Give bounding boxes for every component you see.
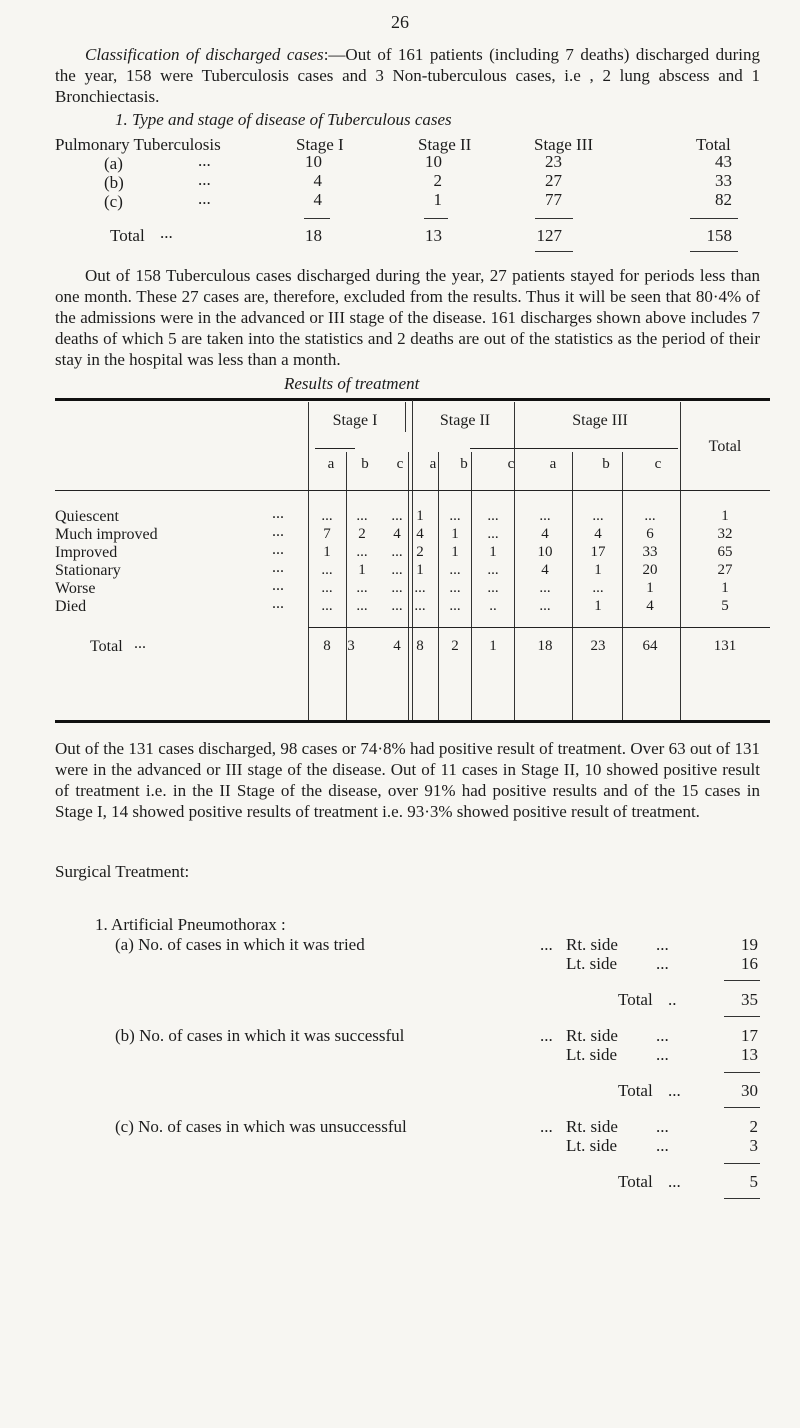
row-dots: ... — [272, 523, 284, 540]
cell: ... — [592, 580, 604, 596]
row-label: Improved — [55, 544, 118, 561]
sum-rule — [724, 1163, 760, 1164]
stage-total-value: 158 — [706, 226, 732, 245]
group-label: (c) No. of cases in which was unsuccessful — [115, 1117, 407, 1136]
column-rule — [308, 402, 309, 722]
total-cell: 3 — [347, 638, 355, 654]
total-dots: ... — [668, 1172, 681, 1191]
cell: ... — [539, 598, 551, 614]
sum-rule — [724, 1198, 760, 1199]
sum-rule — [690, 218, 738, 219]
page-number: 26 — [391, 12, 409, 32]
total-cell: 2 — [451, 638, 459, 654]
cell: ... — [414, 598, 426, 614]
cell: ... — [356, 508, 368, 524]
pneumothorax-heading: 1. Artificial Pneumothorax : — [95, 915, 286, 934]
sum-rule — [724, 980, 760, 981]
stage-header-2: Stage II — [418, 135, 472, 154]
cell: 6 — [646, 526, 654, 542]
cell: ... — [449, 562, 461, 578]
sub-header: b — [361, 456, 369, 472]
cell: 33 — [642, 544, 658, 560]
cell: ... — [644, 508, 656, 524]
rt-side-dots: ... — [656, 935, 669, 954]
stage-value: 10 — [425, 152, 442, 171]
column-rule — [514, 402, 515, 722]
stage-value: 10 — [305, 152, 322, 171]
cell: 32 — [717, 526, 733, 542]
header-rule — [470, 448, 678, 449]
sum-rule — [724, 1107, 760, 1108]
stage-value: 1 — [433, 190, 442, 209]
column-rule — [572, 452, 573, 722]
cell: ... — [487, 562, 499, 578]
cell: ... — [487, 526, 499, 542]
results-paragraph: Out of the 131 cases discharged, 98 cases or 74·8% had positive result of treatment. Over 63 out of 131 were in the advanced or III stage of the disease. Out of 11 cases in Stage II, 10 showed positive result of treatment i.e. in the II Stage of the disease, over 91% had positive results and of the 15 cases in Stage I, 14 showed positive results of treatment i.e. 93·3% showed positive result of treatment. — [55, 739, 760, 821]
cell: ... — [449, 508, 461, 524]
sum-rule — [304, 218, 330, 219]
cell: .. — [489, 598, 497, 614]
row-label: Much improved — [55, 526, 158, 543]
cell: ... — [391, 544, 403, 560]
column-rule — [622, 452, 623, 722]
total-cell: 18 — [537, 638, 553, 654]
cell: 5 — [721, 598, 729, 614]
rt-side-value: 19 — [741, 935, 758, 954]
results-header-stage-2: Stage II — [439, 412, 491, 429]
row-label: Quiescent — [55, 508, 119, 525]
stage-value: 43 — [715, 152, 732, 171]
cell: ... — [321, 580, 333, 596]
sub-header: b — [460, 456, 468, 472]
cell: 10 — [537, 544, 553, 560]
cell: 2 — [358, 526, 366, 542]
intro-text: :—Out of 161 patients (including 7 deaths) discharged during the year, 158 were Tuberculosis cases and 3 Non-tuberculous cases, i.e , 2 lung abscess and 1 Bronchiectasis. — [55, 45, 760, 106]
cell: ... — [356, 580, 368, 596]
cell: ... — [356, 544, 368, 560]
group-label: (b) No. of cases in which it was successful — [115, 1026, 405, 1045]
stage-row-label: (c) — [104, 192, 123, 211]
rt-side-label: Rt. side — [566, 1117, 618, 1136]
cell: 4 — [541, 562, 549, 578]
cell: ... — [449, 598, 461, 614]
group-dots: ... — [540, 935, 553, 954]
stage-header-1: Stage I — [296, 135, 344, 154]
cell: ... — [449, 580, 461, 596]
total-rule — [308, 627, 770, 628]
cell: 1 — [646, 580, 654, 596]
cell: ... — [539, 508, 551, 524]
cell: 4 — [594, 526, 602, 542]
cell: 1 — [594, 598, 602, 614]
intro-lead: Classification of discharged cases — [85, 45, 324, 64]
column-rule — [680, 402, 681, 722]
stage-value: 27 — [545, 171, 562, 190]
stage-row-dots: ... — [198, 170, 211, 189]
cell: ... — [391, 508, 403, 524]
sum-rule — [424, 218, 448, 219]
cell: 17 — [590, 544, 606, 560]
total-label: Total — [90, 638, 123, 655]
stage-total-value: 127 — [536, 226, 562, 245]
cell: ... — [539, 580, 551, 596]
column-rule — [405, 402, 406, 432]
total-label: Total — [618, 990, 653, 1009]
cell: 1 — [358, 562, 366, 578]
stage-value: 23 — [545, 152, 562, 171]
group-dots: ... — [540, 1117, 553, 1136]
intro-paragraph — [55, 44, 760, 107]
cell: 1 — [451, 544, 459, 560]
sub-header: a — [429, 456, 437, 472]
rt-side-value: 17 — [741, 1026, 758, 1045]
total-dots: .. — [668, 990, 677, 1009]
results-title: Results of treatment — [284, 374, 420, 393]
stage-header-total: Total — [696, 135, 731, 154]
sum-rule — [690, 251, 738, 252]
total-value: 5 — [749, 1172, 758, 1191]
cell: ... — [321, 562, 333, 578]
total-dots: ... — [134, 635, 146, 652]
total-cell: 23 — [590, 638, 606, 654]
group-label: (a) No. of cases in which it was tried — [115, 935, 365, 954]
row-label: Worse — [55, 580, 96, 597]
lt-side-label: Lt. side — [566, 1045, 617, 1064]
stage-total-value: 13 — [425, 226, 442, 245]
cell: 1 — [489, 544, 497, 560]
rt-side-dots: ... — [656, 1117, 669, 1136]
stage-value: 77 — [545, 190, 562, 209]
total-cell: 131 — [713, 638, 737, 654]
cell: ... — [321, 598, 333, 614]
cell: 20 — [642, 562, 658, 578]
lt-side-value: 3 — [749, 1136, 758, 1155]
cell: ... — [356, 598, 368, 614]
stage-header-pulmonary: Pulmonary Tuberculosis — [55, 135, 221, 154]
surgical-title: Surgical Treatment: — [55, 862, 190, 881]
cell: 1 — [416, 562, 424, 578]
cell: ... — [487, 508, 499, 524]
header-bottom-rule — [55, 490, 770, 491]
stage-total-label: Total — [110, 226, 145, 245]
column-rule — [438, 452, 439, 722]
cell: 1 — [451, 526, 459, 542]
cell: 27 — [717, 562, 733, 578]
sum-rule — [724, 1072, 760, 1073]
cell: 1 — [416, 508, 424, 524]
sub-header: c — [654, 456, 662, 472]
sum-rule — [535, 218, 573, 219]
stage-header-3: Stage III — [534, 135, 594, 154]
cell: ... — [414, 580, 426, 596]
stage-value: 4 — [313, 171, 322, 190]
cell: 1 — [721, 508, 729, 524]
cell: 4 — [541, 526, 549, 542]
table-bottom-rule — [55, 720, 770, 723]
cell: 4 — [416, 526, 424, 542]
lt-side-value: 16 — [741, 954, 758, 973]
cell: 1 — [594, 562, 602, 578]
header-rule — [315, 448, 355, 449]
cell: ... — [592, 508, 604, 524]
sub-header: a — [327, 456, 335, 472]
cell: 1 — [721, 580, 729, 596]
row-dots: ... — [272, 577, 284, 594]
cell: ... — [321, 508, 333, 524]
results-header-total: Total — [708, 438, 742, 455]
cell: ... — [487, 580, 499, 596]
cell: ... — [391, 580, 403, 596]
sub-header: c — [396, 456, 404, 472]
cell: ... — [391, 562, 403, 578]
rt-side-dots: ... — [656, 1026, 669, 1045]
row-dots: ... — [272, 595, 284, 612]
lt-side-label: Lt. side — [566, 1136, 617, 1155]
cell: 4 — [393, 526, 401, 542]
cell: ... — [391, 598, 403, 614]
cell: 1 — [323, 544, 331, 560]
row-label: Died — [55, 598, 87, 615]
stage-row-label: (a) — [104, 154, 123, 173]
total-value: 30 — [741, 1081, 758, 1100]
sub-header: c — [507, 456, 515, 472]
stage-value: 4 — [313, 190, 322, 209]
row-dots: ... — [272, 541, 284, 558]
exclusion-paragraph: Out of 158 Tuberculous cases discharged during the year, 27 patients stayed for periods less than one month. These 27 cases are, therefore, excluded from the results. Thus it will be seen that 80·4% of the admissions were in the advanced or III stage of the disease. 161 discharges shown above includes 7 deaths of which 5 are taken into the statistics and 2 deaths are out of the statistics as the period of their stay in the hospital was less than a month. — [55, 266, 760, 369]
lt-side-value: 13 — [741, 1045, 758, 1064]
total-cell: 1 — [489, 638, 497, 654]
results-header-stage-1: Stage I — [332, 412, 378, 429]
row-label: Stationary — [55, 562, 121, 579]
lt-side-label: Lt. side — [566, 954, 617, 973]
lt-side-dots: ... — [656, 1136, 669, 1155]
cell: 4 — [646, 598, 654, 614]
group-dots: ... — [540, 1026, 553, 1045]
cell: 65 — [717, 544, 733, 560]
sub-header: b — [602, 456, 610, 472]
rt-side-value: 2 — [749, 1117, 758, 1136]
total-cell: 8 — [323, 638, 331, 654]
total-label: Total — [618, 1081, 653, 1100]
sum-rule — [535, 251, 573, 252]
stage-row-dots: ... — [198, 189, 211, 208]
total-label: Total — [618, 1172, 653, 1191]
sum-rule — [724, 1016, 760, 1017]
total-value: 35 — [741, 990, 758, 1009]
lt-side-dots: ... — [656, 954, 669, 973]
column-rule — [471, 452, 472, 722]
stage-value: 82 — [715, 190, 732, 209]
stage-section-title: 1. Type and stage of disease of Tuberculous cases — [115, 110, 452, 129]
stage-total-value: 18 — [305, 226, 322, 245]
cell: 2 — [416, 544, 424, 560]
results-header-stage-3: Stage III — [572, 412, 628, 429]
stage-row-label: (b) — [104, 173, 124, 192]
total-cell: 4 — [393, 638, 401, 654]
row-dots: ... — [272, 505, 284, 522]
total-dots: ... — [668, 1081, 681, 1100]
column-rule — [412, 400, 413, 722]
row-dots: ... — [272, 559, 284, 576]
rt-side-label: Rt. side — [566, 935, 618, 954]
stage-value: 33 — [715, 171, 732, 190]
rt-side-label: Rt. side — [566, 1026, 618, 1045]
stage-total-dots: ... — [160, 223, 173, 242]
sub-header: a — [549, 456, 557, 472]
stage-value: 2 — [433, 171, 442, 190]
total-cell: 64 — [642, 638, 658, 654]
cell: 7 — [323, 526, 331, 542]
total-cell: 8 — [416, 638, 424, 654]
stage-row-dots: ... — [198, 151, 211, 170]
lt-side-dots: ... — [656, 1045, 669, 1064]
